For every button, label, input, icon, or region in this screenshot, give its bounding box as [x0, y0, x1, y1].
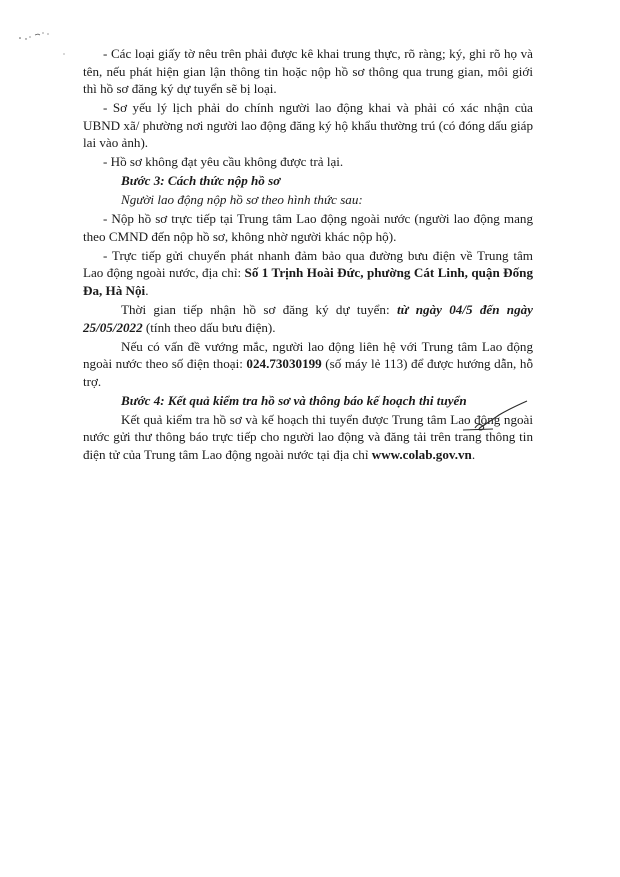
submit-post [83, 247, 533, 300]
step3-intro: Người lao động nộp hồ sơ theo hình thức sau: [121, 192, 363, 208]
step3-heading: Bước 3: Cách thức nộp hồ sơ [121, 173, 281, 189]
contact-ext: (số máy lẻ 113) để được hướng dẫn, hỗ trợ. [83, 356, 533, 389]
contact-info [83, 338, 533, 391]
submit-address: Số 1 Trịnh Hoài Đức, phường Cát Linh, quận Đống Đa, Hà Nội [83, 265, 533, 299]
contact-phone: 024.73030199 [246, 356, 322, 372]
website-address: www.colab.gov.vn [371, 446, 472, 462]
submit-post-text: - Trực tiếp gửi chuyển phát nhanh đảm bảo qua đường bưu điện về Trung tâm Lao động ngoài nước, địa chỉ: [83, 247, 533, 281]
contact-text: Nếu có vấn đề vướng mắc, người lao động liên hệ với Trung tâm Lao động ngoài nước theo số điện thoại: [83, 338, 533, 372]
submission-period [83, 301, 533, 336]
list-item-cv: - Sơ yếu lý lịch phải do chính người lao động khai và phải có xác nhận của UBND xã/ phường nơi người lao động đăng ký hộ khẩu thường trú (có đóng dấu giáp lai vào ảnh). [83, 100, 533, 151]
period-range: từ ngày 04/5 đến ngày 25/05/2022 [83, 302, 533, 335]
list-item-no-return: - Hồ sơ không đạt yêu cầu không được trả lại. [103, 154, 344, 170]
step4-text: Kết quả kiểm tra hồ sơ và kế hoạch thi tuyển được Trung tâm Lao động ngoài nước gửi thư thông báo trực tiếp cho người lao động và đăng tải trên trang thông tin điện tử của Trung tâm Lao động ngoài nước tại địa chỉ [83, 411, 533, 462]
step4-end: . [471, 446, 476, 462]
list-item-declaration: - Các loại giấy tờ nêu trên phải được kê khai trung thực, rõ ràng; ký, ghi rõ họ và tên, nếu phát hiện gian lận thông tin hoặc nộp hồ sơ thông qua trung gian, môi giới thì hồ sơ đăng ký dự tuyển sẽ bị loại. [83, 46, 533, 97]
initials-signature-icon [455, 398, 535, 438]
submit-post-end: . [145, 283, 149, 299]
submit-direct: - Nộp hồ sơ trực tiếp tại Trung tâm Lao động ngoài nước (người lao động mang theo CMND đến nộp hồ sơ, không nhờ người khác nộp hộ). [83, 211, 533, 244]
step4-heading: Bước 4: Kết quả kiểm tra hồ sơ và thông báo kế hoạch thi tuyển [121, 392, 467, 408]
period-note: (tính theo dấu bưu điện). [142, 319, 276, 335]
period-label: Thời gian tiếp nhận hồ sơ đăng ký dự tuyển: [121, 302, 397, 318]
scan-specks [12, 18, 72, 58]
